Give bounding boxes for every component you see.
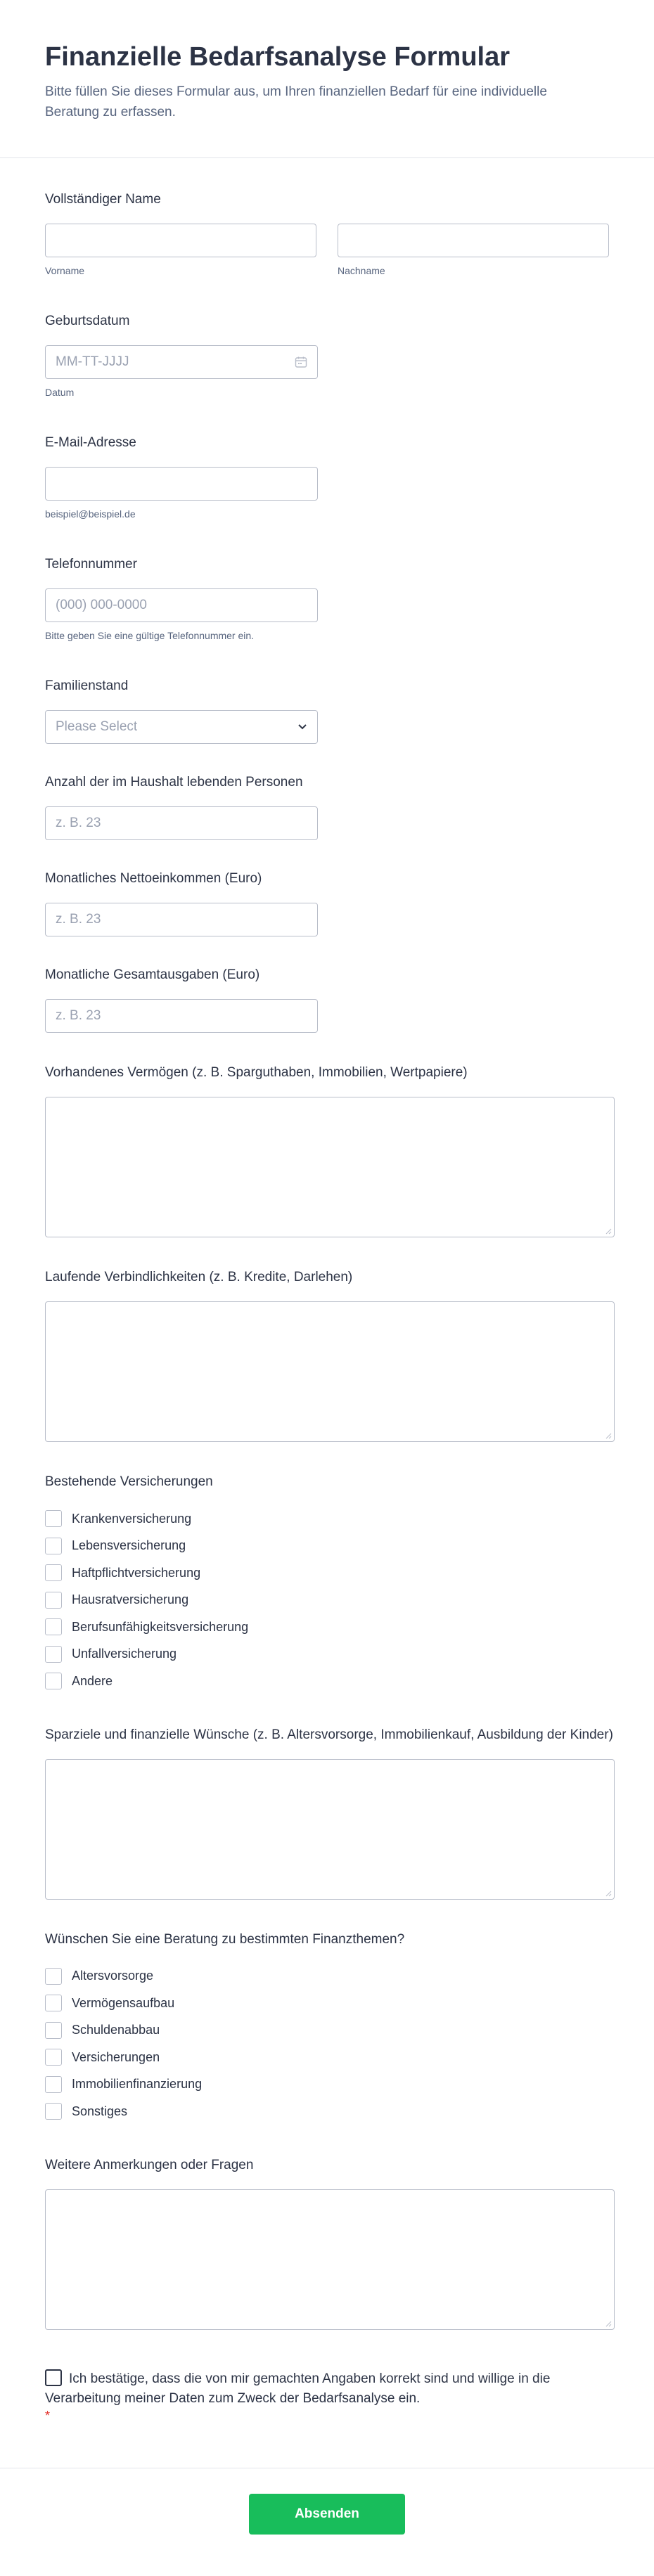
checkbox-option[interactable] — [45, 1587, 609, 1614]
goals-label: Sparziele und finanzielle Wünsche (z. B. Altersvorsorge, Immobilienkauf, Ausbildung der Kinder) — [45, 1727, 613, 1742]
email-input[interactable] — [45, 467, 318, 501]
assets-label: Vorhandenes Vermögen (z. B. Sparguthaben, Immobilien, Wertpapiere) — [45, 1065, 468, 1080]
consent-text: Ich bestätige, dass die von mir gemachten Angaben korrekt sind und willige in die Verarbeitung meiner Daten zum Zweck der Bedarfsanalyse ein. — [45, 2371, 551, 2406]
first-name-sublabel: Vorname — [45, 265, 85, 276]
phone-placeholder: (000) 000-0000 — [56, 598, 147, 612]
topics-field — [45, 1931, 609, 2125]
checkbox[interactable] — [45, 2076, 62, 2093]
household-label: Anzahl der im Haushalt lebenden Personen — [45, 775, 303, 790]
income-placeholder: z. B. 23 — [56, 912, 101, 927]
assets-textarea[interactable] — [45, 1097, 615, 1237]
chevron-down-icon — [297, 723, 307, 730]
last-name-input[interactable] — [338, 224, 609, 257]
form-subtitle: Bitte füllen Sie dieses Formular aus, um Ihren finanziellen Bedarf für eine individuelle Beratung zu erfassen. — [45, 84, 547, 120]
marital-placeholder: Please Select — [56, 719, 138, 734]
first-name-input[interactable] — [45, 224, 316, 257]
remarks-textarea[interactable] — [45, 2189, 615, 2330]
checkbox-label: Vermögensaufbau — [72, 1995, 175, 2010]
expenses-input[interactable] — [45, 999, 318, 1033]
checkbox-option[interactable] — [45, 1668, 609, 1695]
resize-handle-icon[interactable] — [605, 1228, 612, 1235]
insurances-field — [45, 1473, 609, 1695]
topics-checklist — [45, 1963, 609, 2125]
insurances-checklist — [45, 1505, 609, 1695]
checkbox-option[interactable] — [45, 1641, 609, 1668]
checkbox[interactable] — [45, 1995, 62, 2011]
submit-button[interactable]: Absenden — [249, 2494, 405, 2535]
phone-input[interactable] — [45, 588, 318, 622]
checkbox[interactable] — [45, 2022, 62, 2039]
expenses-placeholder: z. B. 23 — [56, 1008, 101, 1023]
resize-handle-icon[interactable] — [605, 1890, 612, 1897]
email-label: E-Mail-Adresse — [45, 435, 136, 450]
topics-label: Wünschen Sie eine Beratung zu bestimmten Finanzthemen? — [45, 1931, 405, 1947]
resize-handle-icon[interactable] — [605, 2320, 612, 2327]
income-label: Monatliches Nettoeinkommen (Euro) — [45, 871, 262, 886]
checkbox-label: Andere — [72, 1673, 113, 1688]
checkbox-label: Haftpflichtversicherung — [72, 1565, 201, 1580]
checkbox[interactable] — [45, 1592, 62, 1609]
checkbox-label: Altersvorsorge — [72, 1969, 154, 1983]
liabilities-field — [45, 1268, 609, 1442]
checkbox[interactable] — [45, 1646, 62, 1663]
household-input[interactable] — [45, 806, 318, 840]
checkbox-option[interactable] — [45, 1990, 609, 2017]
name-label: Vollständiger Name — [45, 192, 161, 207]
checkbox[interactable] — [45, 1618, 62, 1635]
checkbox-option[interactable] — [45, 2044, 609, 2071]
last-name-sublabel: Nachname — [338, 265, 385, 276]
checkbox[interactable] — [45, 1673, 62, 1689]
checkbox-option[interactable] — [45, 1533, 609, 1560]
checkbox-label: Hausratversicherung — [72, 1592, 189, 1607]
insurances-label: Bestehende Versicherungen — [45, 1474, 213, 1489]
assets-field — [45, 1064, 609, 1237]
phone-field — [45, 555, 609, 642]
checkbox[interactable] — [45, 2049, 62, 2066]
form-footer — [0, 2468, 654, 2576]
goals-textarea[interactable] — [45, 1759, 615, 1900]
income-field — [45, 870, 609, 936]
birthdate-field — [45, 312, 609, 399]
resize-handle-icon[interactable] — [605, 1432, 612, 1439]
household-placeholder: z. B. 23 — [56, 816, 101, 830]
required-marker: * — [45, 2408, 51, 2423]
checkbox-option[interactable] — [45, 1505, 609, 1533]
checkbox-label: Immobilienfinanzierung — [72, 2077, 203, 2092]
expenses-field — [45, 966, 609, 1033]
liabilities-label: Laufende Verbindlichkeiten (z. B. Kredite, Darlehen) — [45, 1270, 353, 1284]
form-body — [0, 158, 654, 2423]
birthdate-placeholder: MM-TT-JJJJ — [56, 354, 129, 369]
consent-checkbox[interactable] — [45, 2369, 62, 2386]
checkbox[interactable] — [45, 1538, 62, 1554]
checkbox[interactable] — [45, 1564, 62, 1581]
checkbox[interactable] — [45, 2103, 62, 2120]
checkbox-option[interactable] — [45, 2017, 609, 2044]
checkbox-option[interactable] — [45, 1963, 609, 1990]
email-field — [45, 434, 609, 520]
birthdate-label: Geburtsdatum — [45, 314, 130, 328]
email-sublabel: beispiel@beispiel.de — [45, 508, 136, 520]
checkbox-option[interactable] — [45, 1559, 609, 1587]
expenses-label: Monatliche Gesamtausgaben (Euro) — [45, 967, 260, 982]
checkbox[interactable] — [45, 1968, 62, 1985]
birthdate-sublabel: Datum — [45, 387, 75, 398]
checkbox[interactable] — [45, 1510, 62, 1527]
checkbox-label: Unfallversicherung — [72, 1647, 177, 1661]
marital-select[interactable] — [45, 710, 318, 744]
checkbox-label: Schuldenabbau — [72, 2023, 160, 2037]
checkbox-option[interactable] — [45, 1614, 609, 1641]
checkbox-option[interactable] — [45, 2071, 609, 2099]
birthdate-input[interactable] — [45, 345, 318, 379]
remarks-label: Weitere Anmerkungen oder Fragen — [45, 2157, 254, 2172]
remarks-field — [45, 2156, 609, 2330]
liabilities-textarea[interactable] — [45, 1301, 615, 1442]
checkbox-option[interactable] — [45, 2098, 609, 2125]
marital-field — [45, 677, 609, 744]
household-field — [45, 773, 609, 840]
phone-label: Telefonnummer — [45, 557, 137, 572]
income-input[interactable] — [45, 903, 318, 936]
checkbox-label: Versicherungen — [72, 2049, 160, 2064]
checkbox-label: Lebensversicherung — [72, 1538, 186, 1553]
calendar-icon[interactable] — [295, 356, 307, 368]
checkbox-label: Krankenversicherung — [72, 1511, 192, 1526]
name-field — [45, 191, 609, 277]
checkbox-label: Berufsunfähigkeitsversicherung — [72, 1619, 249, 1634]
goals-field — [45, 1726, 613, 1900]
consent-field — [45, 2369, 601, 2423]
checkbox-label: Sonstiges — [72, 2104, 128, 2118]
form-title: Finanzielle Bedarfsanalyse Formular — [45, 42, 511, 72]
form-header — [0, 0, 654, 158]
marital-label: Familienstand — [45, 678, 129, 693]
phone-sublabel: Bitte geben Sie eine gültige Telefonnummer ein. — [45, 630, 255, 641]
